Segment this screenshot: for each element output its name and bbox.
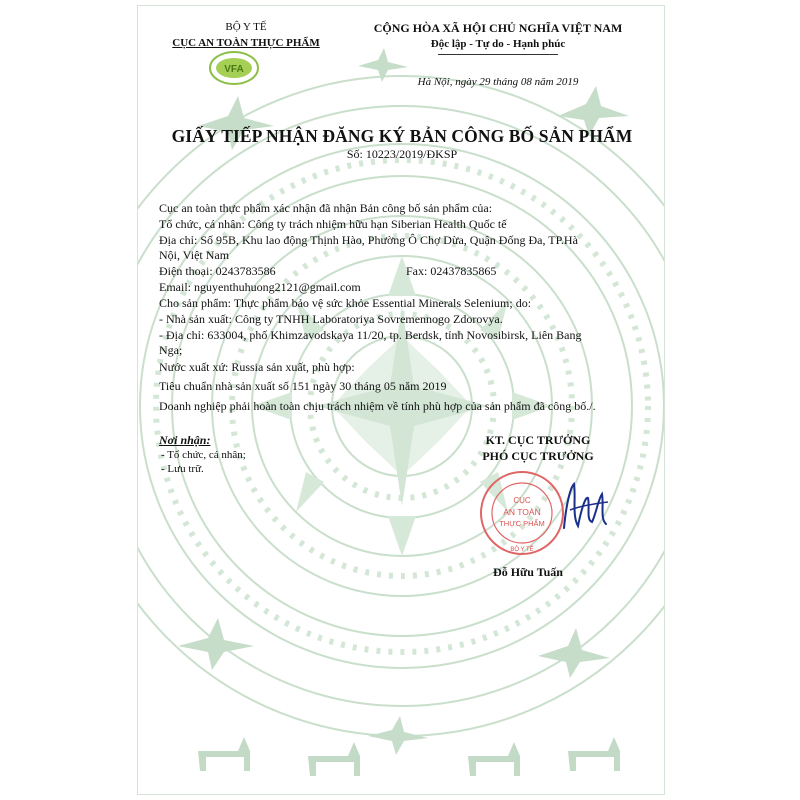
- body-origin: Nước xuất xứ: Russia sản xuất, phù hợp:: [159, 360, 355, 374]
- body-manufacturer: - Nhà sản xuất: Công ty TNHH Laboratoriya Sovremennogo Zdorovya.: [159, 312, 503, 326]
- vfa-logo: [208, 50, 260, 86]
- signer-title-2: PHÓ CỤC TRƯỞNG: [482, 449, 594, 463]
- document-title: GIẤY TIẾP NHẬN ĐĂNG KÝ BẢN CÔNG BỐ SẢN PHẨM: [171, 126, 633, 146]
- body-organization: Tổ chức, cá nhân: Công ty trách nhiệm hữu hạn Siberian Health Quốc tế: [159, 217, 507, 231]
- place-and-date: Hà Nội, ngày 29 tháng 08 năm 2019: [417, 76, 579, 88]
- stamp-text-1: CỤC: [513, 496, 531, 505]
- body-manufacturer-address1: - Địa chỉ: 633004, phố Khimzavodskaya 11/20, tp. Berdsk, tỉnh Novosibirsk, Liên Bang: [159, 328, 582, 342]
- vfa-logo-text: VFA: [224, 64, 244, 75]
- recipient-item: - Tổ chức, cá nhân;: [161, 449, 246, 461]
- signer-name: Đỗ Hữu Tuấn: [493, 565, 563, 579]
- body-responsibility: Doanh nghiệp phải hoàn toàn chịu trách nhiệm về tính phù hợp của sản phẩm đã công bố./.: [159, 399, 596, 413]
- country-name: CỘNG HÒA XÃ HỘI CHỦ NGHĨA VIỆT NAM: [373, 21, 623, 35]
- body-address-line1: Địa chỉ: Số 95B, Khu lao động Thịnh Hào, Phường Ô Chợ Dừa, Quận Đống Đa, TP.Hà: [159, 233, 578, 247]
- recipient-item: - Lưu trữ.: [161, 463, 204, 475]
- agency-name: CỤC AN TOÀN THỰC PHẨM: [172, 37, 320, 49]
- stamp-text-3: THỰC PHẨM: [499, 519, 545, 528]
- body-manufacturer-address2: Nga;: [159, 343, 183, 357]
- motto-underline: [438, 54, 558, 55]
- body-intro: Cục an toàn thực phẩm xác nhận đã nhận Bản công bố sản phẩm của:: [159, 201, 493, 215]
- body-address-line2: Nội, Việt Nam: [159, 248, 230, 262]
- body-phone: Điện thoại: 0243783586: [159, 264, 276, 278]
- certificate-page: [137, 5, 665, 795]
- body-product: Cho sản phẩm: Thực phẩm bảo vệ sức khỏe Essential Minerals Selenium; do:: [159, 296, 532, 310]
- official-stamp: [478, 469, 566, 557]
- handwritten-signature: [556, 476, 616, 536]
- body-email: Email: nguyenthuhuong2121@gmail.com: [159, 280, 361, 294]
- body-standard: Tiêu chuẩn nhà sản xuất số 151 ngày 30 tháng 05 năm 2019: [159, 379, 447, 393]
- body-fax: Fax: 02437835865: [406, 264, 497, 278]
- signer-title-1: KT. CỤC TRƯỞNG: [485, 433, 591, 447]
- stamp-text-2: AN TOÀN: [503, 507, 541, 517]
- national-motto: Độc lập - Tự do - Hạnh phúc: [430, 38, 566, 50]
- ministry-name: BỘ Y TẾ: [225, 21, 267, 33]
- document-number: Số: 10223/2019/ĐKSP: [346, 147, 458, 161]
- recipients-heading: Nơi nhận:: [159, 433, 211, 447]
- stamp-ring-text: BỘ Y TẾ: [510, 547, 534, 553]
